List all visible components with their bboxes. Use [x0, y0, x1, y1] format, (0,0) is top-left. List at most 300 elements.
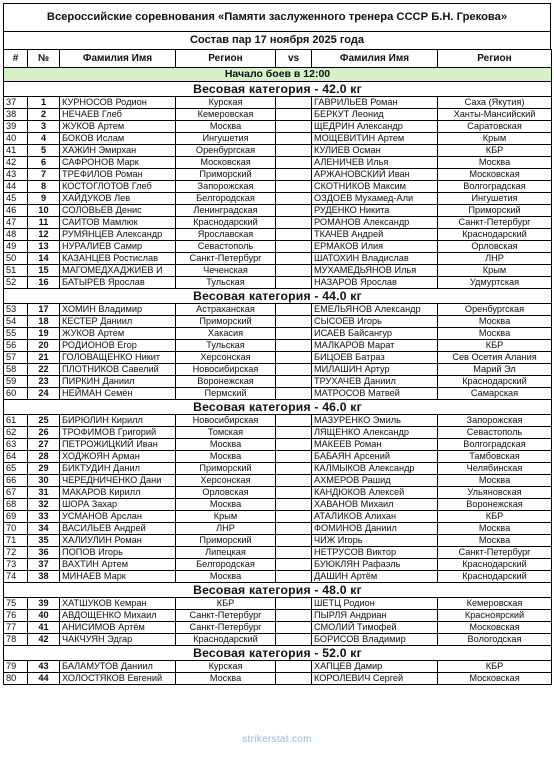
- fighter-red-region: Москва: [176, 451, 276, 463]
- weight-category-label: Весовая категория - 48.0 кг: [4, 583, 552, 598]
- fighter-blue-region: КБР: [438, 511, 552, 523]
- bout-row: [4, 205, 552, 217]
- bout-number: 67: [4, 487, 28, 499]
- pair-number: 42: [28, 634, 60, 646]
- fighter-blue-region: Москва: [438, 475, 552, 487]
- fighter-red-region: Ярославская: [176, 229, 276, 241]
- fighter-red-name: ЧЕРЕДНИЧЕНКО Дани: [60, 475, 176, 487]
- fighter-blue-name: ЩЕДРИН Александр: [312, 121, 438, 133]
- pair-number: 18: [28, 316, 60, 328]
- pair-number: 20: [28, 340, 60, 352]
- fighter-red-name: МИНАЕВ Марк: [60, 571, 176, 583]
- bout-row: [4, 634, 552, 646]
- fighter-blue-region: Оренбургская: [438, 304, 552, 316]
- document-page: [3, 3, 551, 685]
- fighter-red-name: РУМЯНЦЕВ Александр: [60, 229, 176, 241]
- bout-row: [4, 121, 552, 133]
- pair-number: 44: [28, 673, 60, 685]
- fighter-red-name: ГОЛОВАЩЕНКО Никит: [60, 352, 176, 364]
- vs-cell: [276, 439, 312, 451]
- fighter-blue-region: Ханты-Мансийский: [438, 109, 552, 121]
- fighter-blue-region: Краснодарский: [438, 376, 552, 388]
- fighter-red-region: Краснодарский: [176, 634, 276, 646]
- pair-number: 31: [28, 487, 60, 499]
- fighter-blue-region: Краснодарский: [438, 571, 552, 583]
- fighter-blue-region: Москва: [438, 535, 552, 547]
- fighter-red-name: БОКОВ Ислам: [60, 133, 176, 145]
- vs-cell: [276, 316, 312, 328]
- bout-number: 68: [4, 499, 28, 511]
- fighter-blue-region: Краснодарский: [438, 559, 552, 571]
- fighter-blue-name: АХМЕРОВ Рашид: [312, 475, 438, 487]
- bout-row: [4, 622, 552, 634]
- weight-category-label: Весовая категория - 52.0 кг: [4, 646, 552, 661]
- vs-cell: [276, 598, 312, 610]
- bout-number: 73: [4, 559, 28, 571]
- bout-row: [4, 487, 552, 499]
- fighter-red-region: Приморский: [176, 535, 276, 547]
- fighter-blue-name: РУДЕНКО Никита: [312, 205, 438, 217]
- bout-row: [4, 316, 552, 328]
- fighter-blue-name: ХАПЦЕВ Дамир: [312, 661, 438, 673]
- bout-number: 49: [4, 241, 28, 253]
- bout-row: [4, 598, 552, 610]
- bout-row: [4, 253, 552, 265]
- bout-row: [4, 523, 552, 535]
- pair-number: 43: [28, 661, 60, 673]
- bout-row: [4, 133, 552, 145]
- watermark-footer: strikerstat.com: [242, 734, 312, 745]
- fighter-blue-name: БОРИСОВ Владимир: [312, 634, 438, 646]
- fighter-red-region: Астраханская: [176, 304, 276, 316]
- fighter-red-region: Курская: [176, 97, 276, 109]
- fighter-blue-region: Санкт-Петербург: [438, 547, 552, 559]
- vs-cell: [276, 133, 312, 145]
- fighter-red-region: Москва: [176, 499, 276, 511]
- bout-number: 45: [4, 193, 28, 205]
- bout-number: 52: [4, 277, 28, 289]
- fighter-red-region: Московская: [176, 157, 276, 169]
- fighter-red-name: КУРНОСОВ Родион: [60, 97, 176, 109]
- header-name-blue: Фамилия Имя: [312, 50, 438, 68]
- fighter-blue-region: Москва: [438, 157, 552, 169]
- fighter-blue-region: Саратовская: [438, 121, 552, 133]
- bout-row: [4, 109, 552, 121]
- vs-cell: [276, 535, 312, 547]
- fighter-red-region: Москва: [176, 439, 276, 451]
- pair-number: 3: [28, 121, 60, 133]
- pair-number: 32: [28, 499, 60, 511]
- fighter-blue-name: ПЫРЛЯ Андриан: [312, 610, 438, 622]
- pair-number: 15: [28, 265, 60, 277]
- fighter-red-name: ХОДЖОЯН Арман: [60, 451, 176, 463]
- fighter-red-name: БАТЫРЕВ Ярослав: [60, 277, 176, 289]
- fighter-red-region: Кемеровская: [176, 109, 276, 121]
- bout-number: 48: [4, 229, 28, 241]
- bout-number: 76: [4, 610, 28, 622]
- bout-number: 64: [4, 451, 28, 463]
- fighter-blue-region: Ульяновская: [438, 487, 552, 499]
- fighter-blue-region: Кемеровская: [438, 598, 552, 610]
- bout-number: 60: [4, 388, 28, 400]
- fighter-blue-name: ТКАЧЕВ Андрей: [312, 229, 438, 241]
- fighter-blue-name: ОЗДОЕВ Мухамед-Али: [312, 193, 438, 205]
- vs-cell: [276, 571, 312, 583]
- fighter-red-name: МАГОМЕДХАДЖИЕВ И: [60, 265, 176, 277]
- vs-cell: [276, 523, 312, 535]
- bout-row: [4, 352, 552, 364]
- bout-number: 47: [4, 217, 28, 229]
- fighter-red-region: Приморский: [176, 316, 276, 328]
- fighter-red-region: Хакасия: [176, 328, 276, 340]
- bout-number: 40: [4, 133, 28, 145]
- weight-category-label: Весовая категория - 42.0 кг: [4, 82, 552, 97]
- vs-cell: [276, 241, 312, 253]
- fighter-blue-region: Вологодская: [438, 634, 552, 646]
- fighter-blue-region: Московская: [438, 622, 552, 634]
- bout-row: [4, 217, 552, 229]
- fighter-blue-region: Московская: [438, 673, 552, 685]
- pair-number: 9: [28, 193, 60, 205]
- fighter-blue-region: Ингушетия: [438, 193, 552, 205]
- vs-cell: [276, 427, 312, 439]
- fighter-blue-name: МАТРОСОВ Матвей: [312, 388, 438, 400]
- vs-cell: [276, 622, 312, 634]
- fighter-blue-name: КАНДЮКОВ Алексей: [312, 487, 438, 499]
- bout-row: [4, 439, 552, 451]
- fighter-blue-region: Волгоградская: [438, 439, 552, 451]
- bout-number: 41: [4, 145, 28, 157]
- bout-number: 65: [4, 463, 28, 475]
- fighter-red-region: Севастополь: [176, 241, 276, 253]
- bout-number: 39: [4, 121, 28, 133]
- vs-cell: [276, 364, 312, 376]
- pair-number: 8: [28, 181, 60, 193]
- bout-row: [4, 547, 552, 559]
- vs-cell: [276, 451, 312, 463]
- fighter-red-name: ВАСИЛЬЕВ Андрей: [60, 523, 176, 535]
- vs-cell: [276, 145, 312, 157]
- fighter-blue-region: Севастополь: [438, 427, 552, 439]
- fighter-red-name: КЕСТЕР Даниил: [60, 316, 176, 328]
- vs-cell: [276, 97, 312, 109]
- pair-number: 7: [28, 169, 60, 181]
- vs-cell: [276, 511, 312, 523]
- weight-category-row: [4, 289, 552, 304]
- bout-number: 80: [4, 673, 28, 685]
- bout-row: [4, 364, 552, 376]
- pair-number: 39: [28, 598, 60, 610]
- fighter-red-region: Тульская: [176, 340, 276, 352]
- bout-row: [4, 277, 552, 289]
- fighter-blue-name: КУЛИЕВ Осман: [312, 145, 438, 157]
- start-time-row: [4, 68, 552, 82]
- pair-number: 11: [28, 217, 60, 229]
- fighter-blue-name: БУЮКЛЯН Рафаэль: [312, 559, 438, 571]
- weight-category-label: Весовая категория - 44.0 кг: [4, 289, 552, 304]
- bout-row: [4, 265, 552, 277]
- bout-row: [4, 97, 552, 109]
- pair-number: 40: [28, 610, 60, 622]
- vs-cell: [276, 610, 312, 622]
- pair-number: 33: [28, 511, 60, 523]
- fighter-red-name: ЖУКОВ Артем: [60, 121, 176, 133]
- pair-number: 5: [28, 145, 60, 157]
- fighter-blue-region: Крым: [438, 265, 552, 277]
- bout-row: [4, 304, 552, 316]
- bout-number: 54: [4, 316, 28, 328]
- vs-cell: [276, 673, 312, 685]
- pair-number: 1: [28, 97, 60, 109]
- fighter-red-name: КАЗАНЦЕВ Ростислав: [60, 253, 176, 265]
- fighter-blue-region: ЛНР: [438, 253, 552, 265]
- bout-number: 74: [4, 571, 28, 583]
- fighter-blue-name: СМОЛИЙ Тимофей: [312, 622, 438, 634]
- fighter-red-region: Крым: [176, 511, 276, 523]
- bout-row: [4, 535, 552, 547]
- bout-row: [4, 169, 552, 181]
- fighter-red-name: АВДОЩЕНКО Михаил: [60, 610, 176, 622]
- vs-cell: [276, 205, 312, 217]
- fighter-red-region: Приморский: [176, 169, 276, 181]
- fighter-blue-name: МАКЕЕВ Роман: [312, 439, 438, 451]
- pair-number: 16: [28, 277, 60, 289]
- fighter-red-name: БИКТУДИН Данил: [60, 463, 176, 475]
- bout-row: [4, 376, 552, 388]
- header-hash: #: [4, 50, 28, 68]
- bout-row: [4, 559, 552, 571]
- weight-category-row: [4, 583, 552, 598]
- pair-number: 34: [28, 523, 60, 535]
- fighter-red-name: НУРАЛИЕВ Самир: [60, 241, 176, 253]
- fighter-blue-region: КБР: [438, 145, 552, 157]
- fighter-red-region: Москва: [176, 121, 276, 133]
- pair-number: 14: [28, 253, 60, 265]
- fighter-red-name: ТРЕФИЛОВ Роман: [60, 169, 176, 181]
- vs-cell: [276, 499, 312, 511]
- fighter-blue-name: ЛЯЩЕНКО Александр: [312, 427, 438, 439]
- bout-row: [4, 610, 552, 622]
- bout-number: 37: [4, 97, 28, 109]
- vs-cell: [276, 193, 312, 205]
- fighter-red-region: Белгородская: [176, 559, 276, 571]
- fighter-red-name: ПЛОТНИКОВ Савелий: [60, 364, 176, 376]
- fighter-blue-name: ФОМИНОВ Даниил: [312, 523, 438, 535]
- fighter-blue-name: ТРУХАЧЕВ Даниил: [312, 376, 438, 388]
- bout-row: [4, 451, 552, 463]
- fighter-red-region: Херсонская: [176, 475, 276, 487]
- fighter-red-name: ЖУКОВ Артем: [60, 328, 176, 340]
- start-time-label: Начало боев в 12:00: [4, 68, 552, 82]
- fighter-blue-region: Москва: [438, 316, 552, 328]
- fighter-blue-name: НАЗАРОВ Ярослав: [312, 277, 438, 289]
- bout-row: [4, 427, 552, 439]
- bout-number: 42: [4, 157, 28, 169]
- header-vs: vs: [276, 50, 312, 68]
- bout-row: [4, 475, 552, 487]
- fighter-blue-name: МОЩЕВИТИН Артем: [312, 133, 438, 145]
- bout-row: [4, 328, 552, 340]
- fighter-red-region: КБР: [176, 598, 276, 610]
- pairs-date-subtitle: Состав пар 17 ноября 2025 года: [3, 31, 551, 49]
- fighter-red-name: РОДИОНОВ Егор: [60, 340, 176, 352]
- fighter-blue-region: Приморский: [438, 205, 552, 217]
- header-name-red: Фамилия Имя: [60, 50, 176, 68]
- pair-number: 21: [28, 352, 60, 364]
- bout-row: [4, 511, 552, 523]
- bout-row: [4, 673, 552, 685]
- fighter-blue-name: СЫСОЕВ Игорь: [312, 316, 438, 328]
- pair-number: 13: [28, 241, 60, 253]
- fighter-blue-name: ШАТОХИН Владислав: [312, 253, 438, 265]
- pair-number: 37: [28, 559, 60, 571]
- fighter-blue-region: Москва: [438, 328, 552, 340]
- fighter-red-name: НЕЧАЕВ Глеб: [60, 109, 176, 121]
- fighter-blue-name: СКОТНИКОВ Максим: [312, 181, 438, 193]
- bout-number: 78: [4, 634, 28, 646]
- bout-number: 79: [4, 661, 28, 673]
- weight-category-row: [4, 400, 552, 415]
- fighter-red-region: Тульская: [176, 277, 276, 289]
- fighter-red-region: Орловская: [176, 487, 276, 499]
- fighter-blue-region: КБР: [438, 661, 552, 673]
- fighter-blue-region: Сев Осетия Алания: [438, 352, 552, 364]
- pair-number: 4: [28, 133, 60, 145]
- pair-number: 25: [28, 415, 60, 427]
- fighter-red-name: ХАЙДУКОВ Лев: [60, 193, 176, 205]
- pair-number: 6: [28, 157, 60, 169]
- pair-number: 17: [28, 304, 60, 316]
- fighter-blue-name: ЕМЕЛЬЯНОВ Александр: [312, 304, 438, 316]
- fighter-blue-region: Саха (Якутия): [438, 97, 552, 109]
- bout-row: [4, 415, 552, 427]
- bout-row: [4, 463, 552, 475]
- bout-number: 44: [4, 181, 28, 193]
- pair-number: 22: [28, 364, 60, 376]
- vs-cell: [276, 217, 312, 229]
- fighter-red-name: БИРЮЛИН Кирилл: [60, 415, 176, 427]
- weight-category-label: Весовая категория - 46.0 кг: [4, 400, 552, 415]
- fighter-blue-region: КБР: [438, 340, 552, 352]
- bout-row: [4, 388, 552, 400]
- bout-row: [4, 145, 552, 157]
- fighter-red-name: САИТОВ Мамлюк: [60, 217, 176, 229]
- table-header-row: [4, 50, 552, 68]
- fighter-red-name: КОСТОГЛОТОВ Глеб: [60, 181, 176, 193]
- fighter-red-region: Ленинградская: [176, 205, 276, 217]
- bout-row: [4, 229, 552, 241]
- fighter-blue-region: Орловская: [438, 241, 552, 253]
- fighter-red-name: ШОРА Захар: [60, 499, 176, 511]
- bout-number: 59: [4, 376, 28, 388]
- fighter-blue-name: ГАВРИЛЬЕВ Роман: [312, 97, 438, 109]
- fighter-red-region: Приморский: [176, 463, 276, 475]
- fighter-red-region: Пермский: [176, 388, 276, 400]
- fighter-blue-region: Тамбовская: [438, 451, 552, 463]
- fighter-red-name: ВАХТИН Артем: [60, 559, 176, 571]
- fighter-blue-region: Красноярский: [438, 610, 552, 622]
- bout-number: 50: [4, 253, 28, 265]
- competition-title: Всероссийские соревнования «Памяти заслуженного тренера СССР Б.Н. Грекова»: [3, 3, 551, 31]
- fighter-blue-region: Санкт-Петербург: [438, 217, 552, 229]
- vs-cell: [276, 121, 312, 133]
- fighter-blue-name: КОРОЛЕВИЧ Сергей: [312, 673, 438, 685]
- fighter-red-name: ЧАКЧУЯН Эдгар: [60, 634, 176, 646]
- bout-row: [4, 241, 552, 253]
- fighter-blue-name: БЕРКУТ Леонид: [312, 109, 438, 121]
- fighter-blue-name: ЧИЖ Игорь: [312, 535, 438, 547]
- header-region-blue: Регион: [438, 50, 552, 68]
- bout-number: 62: [4, 427, 28, 439]
- bout-row: [4, 499, 552, 511]
- fighter-blue-name: ДАШИН Артём: [312, 571, 438, 583]
- bout-number: 75: [4, 598, 28, 610]
- fighter-red-region: Курская: [176, 661, 276, 673]
- fighter-red-region: Оренбургская: [176, 145, 276, 157]
- fighter-red-region: Новосибирская: [176, 415, 276, 427]
- fighter-red-name: ХАЖИН Эмирхан: [60, 145, 176, 157]
- pairs-table: [3, 49, 552, 685]
- fighter-blue-region: Крым: [438, 133, 552, 145]
- fighter-blue-name: МАЛКАРОВ Марат: [312, 340, 438, 352]
- bout-number: 63: [4, 439, 28, 451]
- fighter-blue-name: БАБАЯН Арсений: [312, 451, 438, 463]
- fighter-red-name: БАЛАМУТОВ Даниил: [60, 661, 176, 673]
- pair-number: 26: [28, 427, 60, 439]
- bout-row: [4, 193, 552, 205]
- bout-row: [4, 571, 552, 583]
- vs-cell: [276, 559, 312, 571]
- fighter-red-region: Липецкая: [176, 547, 276, 559]
- pair-number: 41: [28, 622, 60, 634]
- bout-row: [4, 340, 552, 352]
- bout-number: 66: [4, 475, 28, 487]
- vs-cell: [276, 253, 312, 265]
- vs-cell: [276, 157, 312, 169]
- weight-category-row: [4, 646, 552, 661]
- fighter-blue-name: БИЦОЕВ Батраз: [312, 352, 438, 364]
- bout-number: 55: [4, 328, 28, 340]
- vs-cell: [276, 328, 312, 340]
- fighter-blue-region: Волгоградская: [438, 181, 552, 193]
- fighter-red-region: Москва: [176, 571, 276, 583]
- fighter-blue-region: Челябинская: [438, 463, 552, 475]
- bout-number: 56: [4, 340, 28, 352]
- bout-number: 70: [4, 523, 28, 535]
- vs-cell: [276, 388, 312, 400]
- vs-cell: [276, 181, 312, 193]
- pair-number: 12: [28, 229, 60, 241]
- vs-cell: [276, 352, 312, 364]
- pair-number: 36: [28, 547, 60, 559]
- fighter-blue-name: КАЛМЫКОВ Александр: [312, 463, 438, 475]
- bout-row: [4, 181, 552, 193]
- pair-number: 30: [28, 475, 60, 487]
- fighter-red-name: ПИРКИН Даниил: [60, 376, 176, 388]
- fighter-blue-region: Краснодарский: [438, 229, 552, 241]
- fighter-red-region: Новосибирская: [176, 364, 276, 376]
- bout-row: [4, 661, 552, 673]
- pair-number: 29: [28, 463, 60, 475]
- fighter-red-name: УСМАНОВ Арслан: [60, 511, 176, 523]
- fighter-red-region: Санкт-Петербург: [176, 253, 276, 265]
- fighter-blue-name: ХАВАНОВ Михаил: [312, 499, 438, 511]
- fighter-blue-region: Воронежская: [438, 499, 552, 511]
- vs-cell: [276, 463, 312, 475]
- fighter-blue-name: МИЛАШИН Артур: [312, 364, 438, 376]
- fighter-red-region: Санкт-Петербург: [176, 610, 276, 622]
- fighter-red-name: САФРОНОВ Марк: [60, 157, 176, 169]
